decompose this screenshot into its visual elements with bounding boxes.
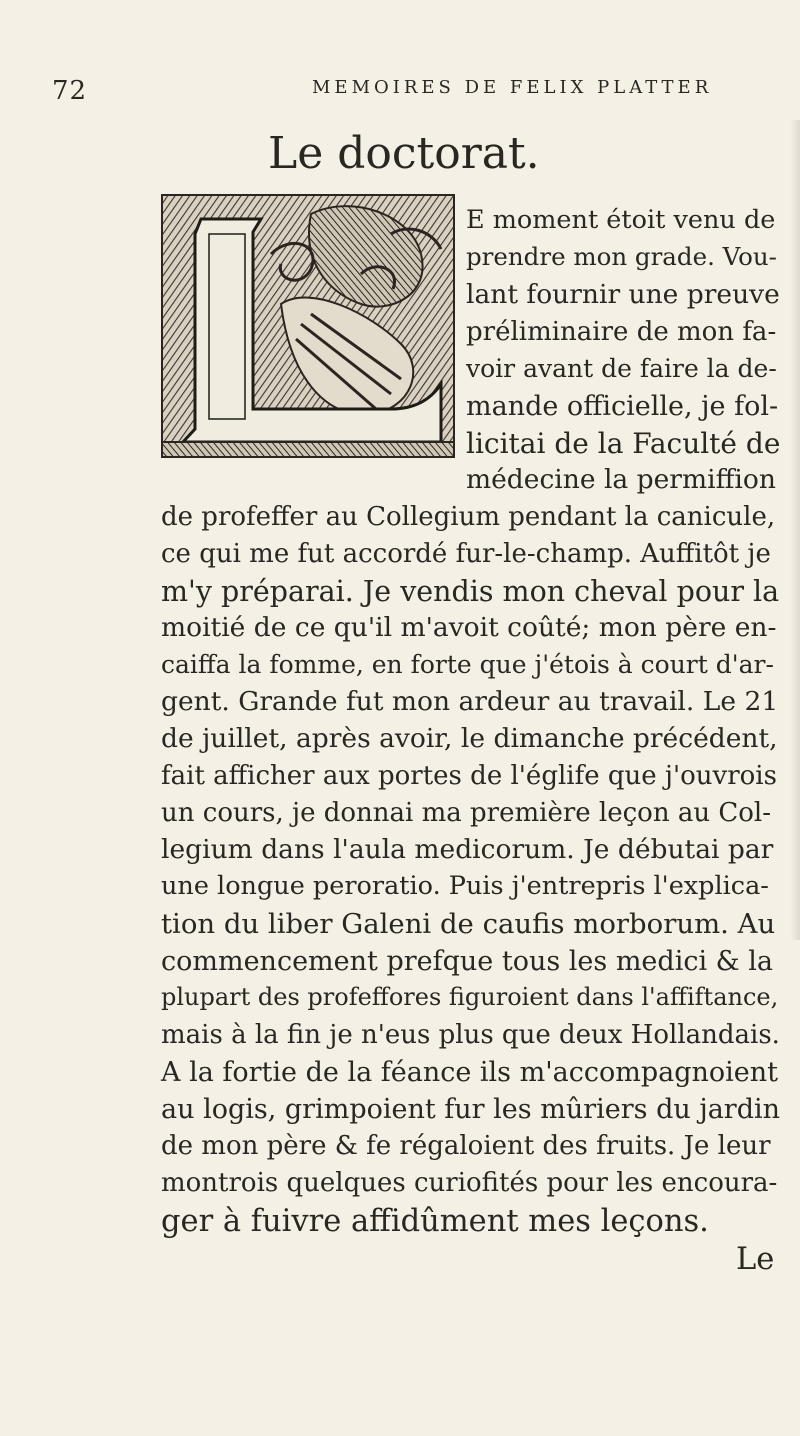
text-line: un cours, je donnai ma première leçon au Col- bbox=[161, 798, 771, 828]
text-line: préliminaire de mon fa- bbox=[466, 317, 777, 347]
text-line: licitai de la Faculté de bbox=[466, 427, 781, 460]
text-line: lant fournir une preuve bbox=[466, 279, 780, 310]
text-line: prendre mon grade. Vou- bbox=[466, 242, 777, 271]
catchword: Le bbox=[736, 1242, 775, 1277]
text-line: m'y préparai. Je vendis mon cheval pour la bbox=[161, 575, 780, 608]
text-line: ce qui me fut accordé fur-le-champ. Auffitôt je bbox=[161, 539, 771, 569]
text-line: montrois quelques curiofités pour les encoura- bbox=[161, 1168, 778, 1198]
text-line: caiffa la fomme, en forte que j'étois à court d'ar- bbox=[161, 650, 774, 679]
text-line: de mon père & fe régaloient des fruits. Je leur bbox=[161, 1131, 771, 1161]
text-line: de profeffer au Collegium pendant la canicule, bbox=[161, 502, 776, 532]
text-line: E moment étoit venu de bbox=[466, 205, 776, 235]
text-line: legium dans l'aula medicorum. Je débutai par bbox=[161, 834, 774, 865]
text-line: gent. Grande fut mon ardeur au travail. Le 21 bbox=[161, 686, 779, 717]
text-line: tion du liber Galeni de caufis morborum. Au bbox=[161, 908, 776, 940]
text-line: au logis, grimpoient fur les mûriers du jardin bbox=[161, 1094, 781, 1125]
text-line: commencement prefque tous les medici & la bbox=[161, 946, 774, 977]
text-line: mais à la fin je n'eus plus que deux Hollandais. bbox=[161, 1020, 780, 1050]
text-line: médecine la permiffion bbox=[466, 464, 776, 495]
text-line: A la fortie de la féance ils m'accompagnoient bbox=[161, 1057, 778, 1088]
text-line: ger à fuivre affidûment mes leçons. bbox=[161, 1204, 709, 1239]
text-line: mande officielle, je fol- bbox=[466, 391, 779, 422]
page-number: 72 bbox=[52, 76, 88, 106]
text-line: de juillet, après avoir, le dimanche précédent, bbox=[161, 723, 778, 754]
ornamental-initial-l-icon bbox=[161, 194, 455, 458]
chapter-title: Le doctorat. bbox=[268, 128, 540, 179]
text-line: moitié de ce qu'il m'avoit coûté; mon père en- bbox=[161, 612, 777, 643]
text-line: voir avant de faire la de- bbox=[466, 354, 777, 383]
text-line: plupart des profeffores figuroient dans l'affiftance, bbox=[161, 983, 779, 1011]
text-line: une longue peroratio. Puis j'entrepris l'explica- bbox=[161, 871, 769, 901]
running-head: MEMOIRES DE FELIX PLATTER bbox=[312, 77, 713, 98]
text-line: fait afficher aux portes de l'églife que j'ouvrois bbox=[161, 761, 777, 791]
page-edge-shadow bbox=[790, 120, 800, 940]
